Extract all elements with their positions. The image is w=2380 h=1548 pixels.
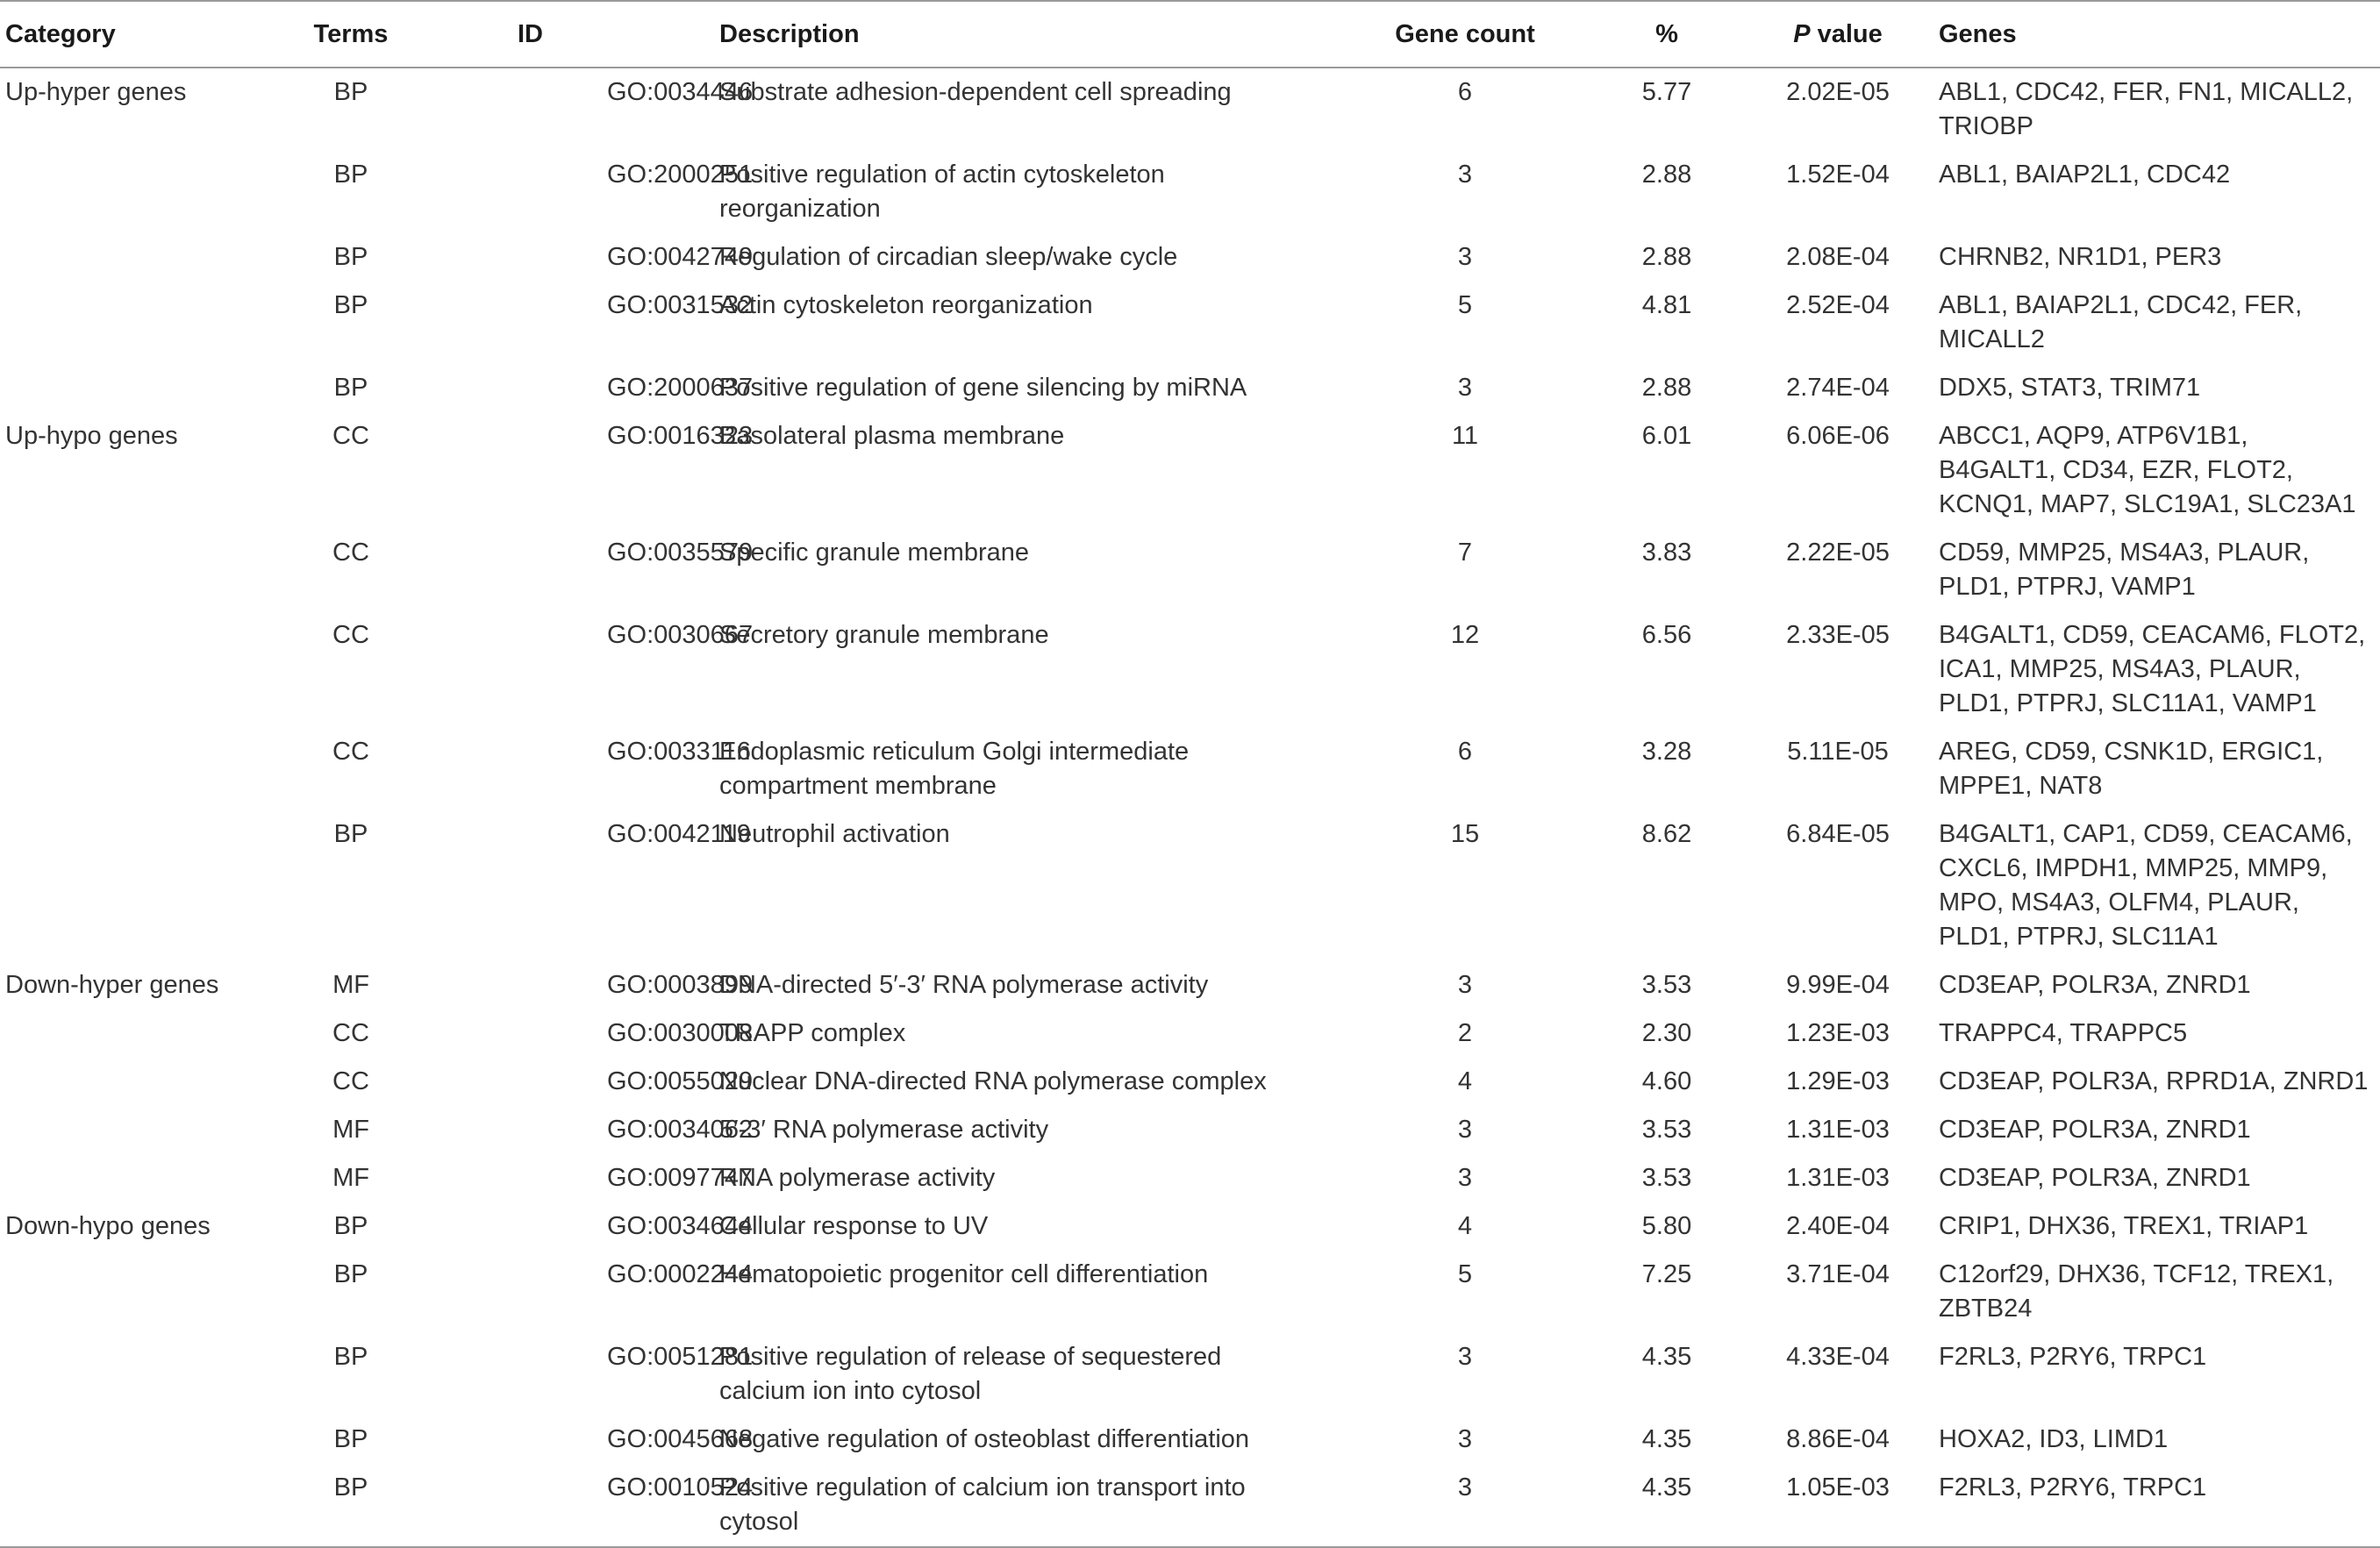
cell-category: Up-hyper genes xyxy=(5,78,187,106)
cell-p-value: 9.99E-04 xyxy=(1786,971,1890,999)
cell-gene-count: 3 xyxy=(1457,1164,1473,1192)
cell-go-id: GO:0003899 xyxy=(607,971,754,999)
cell-description: Positive regulation of calcium ion transport into cytosol xyxy=(719,1473,1246,1536)
cell-category xyxy=(0,1106,298,1154)
cell-description: Neutrophil activation xyxy=(719,820,950,848)
table-row xyxy=(0,68,2380,151)
cell-genes: DDX5, STAT3, TRIM71 xyxy=(1939,374,2201,402)
cell-p-value: 4.33E-04 xyxy=(1786,1343,1890,1371)
cell-term: CC xyxy=(332,1067,369,1095)
cell-genes: CRIP1, DHX36, TREX1, TRIAP1 xyxy=(1939,1212,2309,1240)
cell-percent: 2.88 xyxy=(1641,161,1692,189)
cell-percent: 3.83 xyxy=(1641,539,1692,567)
cell-description: 5′-3′ RNA polymerase activity xyxy=(719,1116,1049,1144)
cell-p-value: 2.40E-04 xyxy=(1786,1212,1890,1240)
cell-gene-count: 2 xyxy=(1457,1019,1473,1047)
cell-category xyxy=(0,1058,298,1106)
cell-category xyxy=(0,364,298,412)
table-row xyxy=(0,1202,2380,1251)
cell-p-value: 2.52E-04 xyxy=(1786,291,1890,319)
cell-term: CC xyxy=(332,621,369,649)
cell-category: Up-hypo genes xyxy=(5,422,178,450)
table-row xyxy=(0,1416,2380,1464)
cell-p-value: 2.22E-05 xyxy=(1786,539,1890,567)
cell-gene-count: 4 xyxy=(1457,1212,1473,1240)
cell-genes: CD3EAP, POLR3A, ZNRD1 xyxy=(1939,971,2251,999)
cell-percent: 2.88 xyxy=(1641,243,1692,271)
cell-description: DNA-directed 5′-3′ RNA polymerase activity xyxy=(719,971,1209,999)
cell-category xyxy=(0,233,298,282)
cell-gene-count: 7 xyxy=(1457,539,1473,567)
cell-go-id: GO:0042749 xyxy=(607,243,754,271)
cell-percent: 4.35 xyxy=(1641,1473,1692,1502)
cell-term: CC xyxy=(332,422,369,450)
cell-gene-count: 3 xyxy=(1457,1343,1473,1371)
cell-category xyxy=(0,1416,298,1464)
cell-p-value: 3.71E-04 xyxy=(1786,1260,1890,1288)
cell-term: BP xyxy=(333,243,368,271)
table-row xyxy=(0,1333,2380,1416)
cell-go-id: GO:0033116 xyxy=(607,738,751,766)
cell-p-value: 2.33E-05 xyxy=(1786,621,1890,649)
cell-genes: ABL1, BAIAP2L1, CDC42, FER, MICALL2 xyxy=(1939,291,2303,353)
cell-description: RNA polymerase activity xyxy=(719,1164,996,1192)
cell-genes: CD3EAP, POLR3A, RPRD1A, ZNRD1 xyxy=(1939,1067,2369,1095)
header-gene-count: Gene count xyxy=(1395,19,1535,48)
cell-term: CC xyxy=(332,738,369,766)
cell-description: Positive regulation of release of sequestered calcium ion into cytosol xyxy=(719,1343,1222,1405)
cell-percent: 2.88 xyxy=(1641,374,1692,402)
cell-term: BP xyxy=(333,291,368,319)
table-row xyxy=(0,1058,2380,1106)
header-category: Category xyxy=(5,19,116,48)
cell-genes: F2RL3, P2RY6, TRPC1 xyxy=(1939,1343,2207,1371)
cell-go-id: GO:0031532 xyxy=(607,291,754,319)
cell-gene-count: 5 xyxy=(1457,1260,1473,1288)
cell-description: Regulation of circadian sleep/wake cycle xyxy=(719,243,1178,271)
cell-description: Nuclear DNA-directed RNA polymerase complex xyxy=(719,1067,1267,1095)
header-row xyxy=(0,1,2380,68)
table-row xyxy=(0,364,2380,412)
header-terms: Terms xyxy=(313,19,389,48)
table-row xyxy=(0,1464,2380,1547)
cell-gene-count: 6 xyxy=(1457,738,1473,766)
table-row xyxy=(0,529,2380,611)
cell-go-id: GO:0010524 xyxy=(607,1473,754,1502)
cell-term: MF xyxy=(332,1164,369,1192)
table-row xyxy=(0,412,2380,529)
cell-genes: ABCC1, AQP9, ATP6V1B1, B4GALT1, CD34, EZR, FLOT2, KCNQ1, MAP7, SLC19A1, SLC23A1 xyxy=(1939,422,2356,518)
cell-term: BP xyxy=(333,1425,368,1453)
cell-term: BP xyxy=(333,1260,368,1288)
header-id: ID xyxy=(518,19,543,48)
header-description: Description xyxy=(719,19,860,48)
cell-term: BP xyxy=(333,1343,368,1371)
cell-go-id: GO:2000637 xyxy=(607,374,754,402)
cell-gene-count: 3 xyxy=(1457,374,1473,402)
cell-term: BP xyxy=(333,374,368,402)
cell-p-value: 6.84E-05 xyxy=(1786,820,1890,848)
header-p-rest: value xyxy=(1810,19,1883,48)
table-row xyxy=(0,282,2380,364)
cell-term: BP xyxy=(333,820,368,848)
cell-percent: 4.81 xyxy=(1641,291,1692,319)
cell-description: Hematopoietic progenitor cell differentiation xyxy=(719,1260,1209,1288)
table-row xyxy=(0,611,2380,728)
cell-term: BP xyxy=(333,1212,368,1240)
table-body xyxy=(0,68,2380,1547)
cell-gene-count: 6 xyxy=(1457,78,1473,106)
cell-gene-count: 5 xyxy=(1457,291,1473,319)
cell-percent: 7.25 xyxy=(1641,1260,1692,1288)
header-p-italic: P xyxy=(1793,19,1811,48)
cell-genes: CHRNB2, NR1D1, PER3 xyxy=(1939,243,2222,271)
cell-gene-count: 4 xyxy=(1457,1067,1473,1095)
cell-genes: F2RL3, P2RY6, TRPC1 xyxy=(1939,1473,2207,1502)
cell-p-value: 2.08E-04 xyxy=(1786,243,1890,271)
cell-genes: CD59, MMP25, MS4A3, PLAUR, PLD1, PTPRJ, VAMP1 xyxy=(1939,539,2310,601)
cell-p-value: 6.06E-06 xyxy=(1786,422,1890,450)
header-genes: Genes xyxy=(1939,19,2017,48)
cell-category xyxy=(0,728,298,810)
cell-description: Substrate adhesion-dependent cell spreading xyxy=(719,78,1232,106)
cell-gene-count: 3 xyxy=(1457,243,1473,271)
cell-p-value: 1.05E-03 xyxy=(1786,1473,1890,1502)
cell-description: Positive regulation of actin cytoskeleton reorganization xyxy=(719,161,1165,223)
cell-genes: CD3EAP, POLR3A, ZNRD1 xyxy=(1939,1164,2251,1192)
cell-description: Negative regulation of osteoblast differentiation xyxy=(719,1425,1250,1453)
cell-gene-count: 3 xyxy=(1457,971,1473,999)
cell-category xyxy=(0,1251,298,1333)
cell-genes: B4GALT1, CAP1, CD59, CEACAM6, CXCL6, IMPDH1, MMP25, MMP9, MPO, MS4A3, OLFM4, PLAUR, PLD1, PTPRJ, SLC11A1 xyxy=(1939,820,2353,951)
cell-percent: 4.35 xyxy=(1641,1425,1692,1453)
cell-go-id: GO:0002244 xyxy=(607,1260,754,1288)
cell-p-value: 1.31E-03 xyxy=(1786,1164,1890,1192)
cell-percent: 3.53 xyxy=(1641,1164,1692,1192)
header-percent: % xyxy=(1655,19,1678,48)
cell-p-value: 5.11E-05 xyxy=(1787,738,1889,766)
cell-percent: 3.53 xyxy=(1641,1116,1692,1144)
cell-term: BP xyxy=(333,161,368,189)
cell-percent: 6.56 xyxy=(1641,621,1692,649)
cell-percent: 4.35 xyxy=(1641,1343,1692,1371)
table-row xyxy=(0,961,2380,1009)
cell-p-value: 1.52E-04 xyxy=(1786,161,1890,189)
cell-percent: 3.28 xyxy=(1641,738,1692,766)
cell-p-value: 1.29E-03 xyxy=(1786,1067,1890,1095)
table-row xyxy=(0,728,2380,810)
cell-description: Specific granule membrane xyxy=(719,539,1030,567)
cell-category xyxy=(0,1009,298,1058)
cell-term: CC xyxy=(332,1019,369,1047)
table-row xyxy=(0,1106,2380,1154)
cell-go-id: GO:0051281 xyxy=(607,1343,754,1371)
cell-gene-count: 11 xyxy=(1451,422,1479,450)
cell-description: Basolateral plasma membrane xyxy=(719,422,1065,450)
table-row xyxy=(0,810,2380,961)
cell-category xyxy=(0,282,298,364)
cell-go-id: GO:0097747 xyxy=(607,1164,754,1192)
cell-gene-count: 12 xyxy=(1450,621,1480,649)
cell-category: Down-hypo genes xyxy=(5,1212,211,1240)
cell-term: BP xyxy=(333,78,368,106)
cell-category xyxy=(0,1333,298,1416)
cell-genes: ABL1, BAIAP2L1, CDC42 xyxy=(1939,161,2231,189)
cell-term: BP xyxy=(333,1473,368,1502)
cell-gene-count: 15 xyxy=(1450,820,1480,848)
table-row xyxy=(0,1009,2380,1058)
cell-go-id: GO:0034446 xyxy=(607,78,754,106)
cell-term: CC xyxy=(332,539,369,567)
cell-go-id: GO:0016323 xyxy=(607,422,754,450)
cell-go-id: GO:0030008 xyxy=(607,1019,754,1047)
cell-description: Actin cytoskeleton reorganization xyxy=(719,291,1093,319)
cell-go-id: GO:0034644 xyxy=(607,1212,754,1240)
cell-p-value: 1.23E-03 xyxy=(1786,1019,1890,1047)
table-header xyxy=(0,1,2380,68)
cell-genes: C12orf29, DHX36, TCF12, TREX1, ZBTB24 xyxy=(1939,1260,2334,1323)
cell-genes: B4GALT1, CD59, CEACAM6, FLOT2, ICA1, MMP25, MS4A3, PLAUR, PLD1, PTPRJ, SLC11A1, VAMP1 xyxy=(1939,621,2366,717)
table-row xyxy=(0,151,2380,233)
cell-term: MF xyxy=(332,971,369,999)
cell-category xyxy=(0,1464,298,1547)
cell-p-value: 8.86E-04 xyxy=(1786,1425,1890,1453)
cell-percent: 4.60 xyxy=(1641,1067,1692,1095)
cell-genes: ABL1, CDC42, FER, FN1, MICALL2, TRIOBP xyxy=(1939,78,2354,140)
cell-gene-count: 3 xyxy=(1457,1425,1473,1453)
cell-percent: 5.77 xyxy=(1641,78,1692,106)
cell-description: Cellular response to UV xyxy=(719,1212,989,1240)
cell-gene-count: 3 xyxy=(1457,161,1473,189)
cell-go-id: GO:2000251 xyxy=(607,161,754,189)
table-row xyxy=(0,1154,2380,1202)
cell-go-id: GO:0055029 xyxy=(607,1067,754,1095)
cell-term: MF xyxy=(332,1116,369,1144)
header-p-value xyxy=(1737,1,1939,68)
cell-go-id: GO:0030667 xyxy=(607,621,754,649)
cell-go-id: GO:0045668 xyxy=(607,1425,754,1453)
cell-genes: TRAPPC4, TRAPPC5 xyxy=(1939,1019,2188,1047)
cell-category: Down-hyper genes xyxy=(5,971,219,999)
cell-description: TRAPP complex xyxy=(719,1019,906,1047)
cell-description: Secretory granule membrane xyxy=(719,621,1049,649)
cell-gene-count: 3 xyxy=(1457,1116,1473,1144)
cell-percent: 8.62 xyxy=(1641,820,1692,848)
cell-category xyxy=(0,1154,298,1202)
cell-category xyxy=(0,611,298,728)
table-row xyxy=(0,1251,2380,1333)
cell-genes: AREG, CD59, CSNK1D, ERGIC1, MPPE1, NAT8 xyxy=(1939,738,2324,800)
cell-go-id: GO:0035579 xyxy=(607,539,754,567)
cell-p-value: 1.31E-03 xyxy=(1786,1116,1890,1144)
cell-go-id: GO:0034062 xyxy=(607,1116,754,1144)
cell-genes: CD3EAP, POLR3A, ZNRD1 xyxy=(1939,1116,2251,1144)
cell-percent: 3.53 xyxy=(1641,971,1692,999)
cell-go-id: GO:0042119 xyxy=(607,820,751,848)
cell-category xyxy=(0,151,298,233)
table-row xyxy=(0,233,2380,282)
cell-category xyxy=(0,810,298,961)
cell-p-value: 2.74E-04 xyxy=(1786,374,1890,402)
cell-percent: 6.01 xyxy=(1641,422,1692,450)
cell-category xyxy=(0,529,298,611)
cell-percent: 5.80 xyxy=(1641,1212,1692,1240)
cell-percent: 2.30 xyxy=(1641,1019,1692,1047)
cell-gene-count: 3 xyxy=(1457,1473,1473,1502)
cell-p-value: 2.02E-05 xyxy=(1786,78,1890,106)
cell-description: Positive regulation of gene silencing by miRNA xyxy=(719,374,1247,402)
cell-genes: HOXA2, ID3, LIMD1 xyxy=(1939,1425,2169,1453)
cell-description: Endoplasmic reticulum Golgi intermediate compartment membrane xyxy=(719,738,1190,800)
